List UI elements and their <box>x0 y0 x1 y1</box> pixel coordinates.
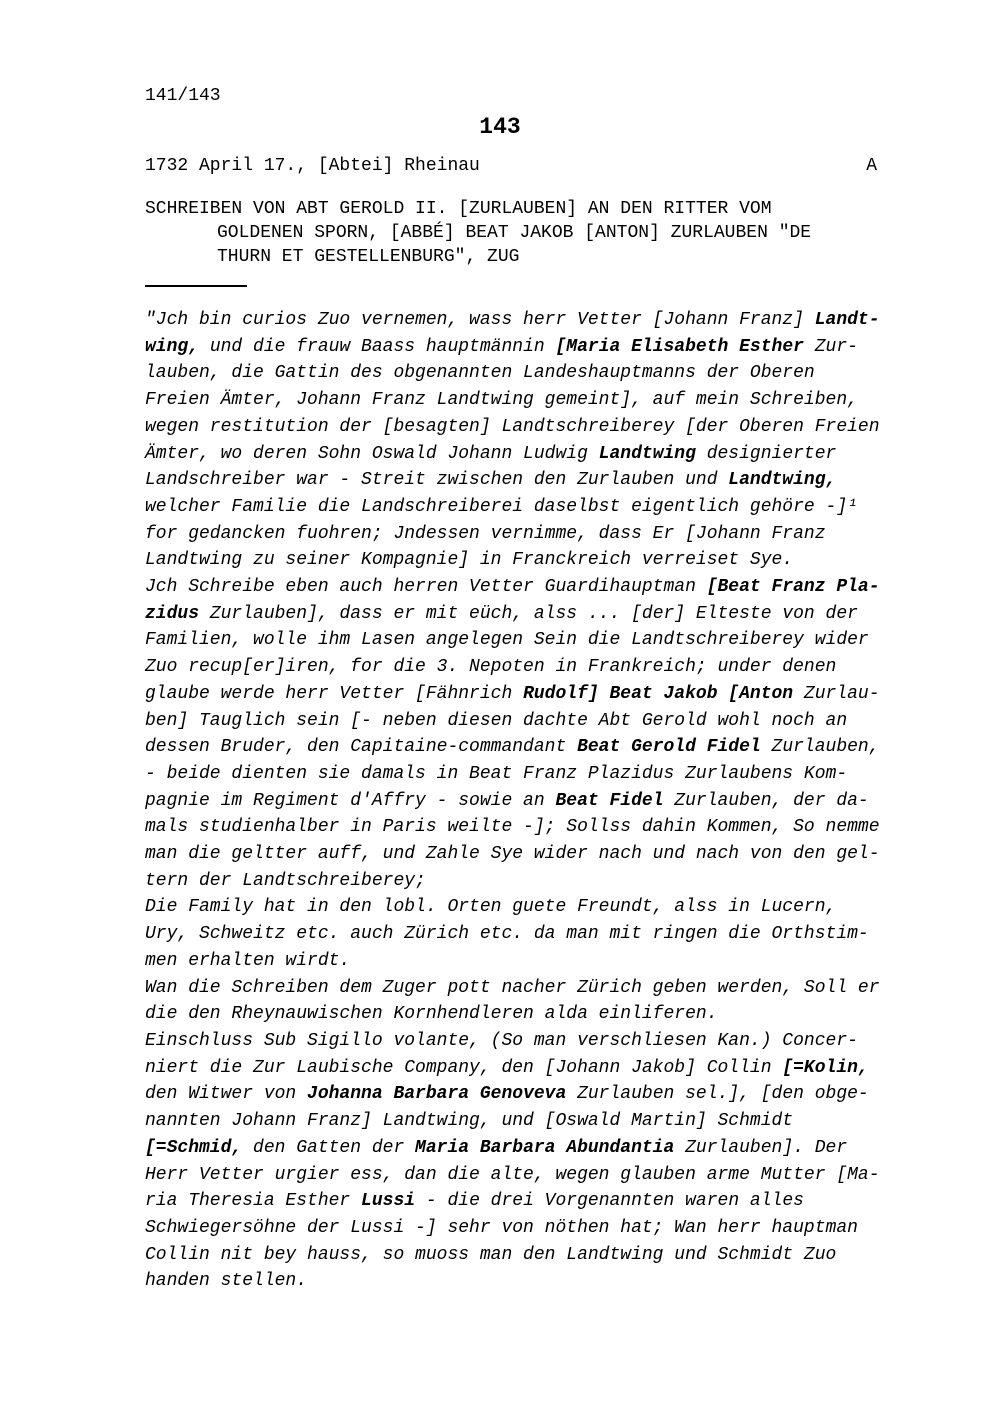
body-line: Ury, Schweitz etc. auch Zürich etc. da man mit ringen die Orthstim- <box>145 924 869 945</box>
body-line: Einschluss Sub Sigillo volante, (So man verschliesen Kan.) Concer- <box>145 1030 858 1051</box>
body-line: pagnie im Regiment d'Affry - sowie an Beat Fidel Zurlauben, der da- <box>145 790 869 811</box>
document-body <box>145 307 935 1295</box>
body-line: Freien Ämter, Johann Franz Landtwing gemeint], auf mein Schreiben, <box>145 390 858 411</box>
body-line: ria Theresia Esther Lussi - die drei Vorgenannten waren alles <box>145 1191 804 1212</box>
heading-line: SCHREIBEN VON ABT GEROLD II. [ZURLAUBEN] AN DEN RITTER VOM <box>145 199 772 219</box>
page-number: 143 <box>479 114 521 140</box>
body-line: zidus Zurlauben], dass er mit eüch, alss ... [der] Elteste von der <box>145 603 858 624</box>
body-line: "Jch bin curios Zuo vernemen, wass herr Vetter [Johann Franz] Landt- <box>145 310 880 330</box>
body-line: mals studienhalber in Paris weilte -]; Sollss dahin Kommen, So nemme <box>145 817 880 838</box>
body-line: Familien, wolle ihm Lasen angelegen Sein die Landtschreiberey wider <box>145 630 869 651</box>
body-line: niert die Zur Laubische Company, den [Johann Jakob] Collin [=Kolin, <box>145 1057 869 1078</box>
body-line: Collin nit bey hauss, so muoss man den Landtwing und Schmidt Zuo <box>145 1244 837 1265</box>
body-line: den Witwer von Johanna Barbara Genoveva Zurlauben sel.], [den obge- <box>145 1084 869 1105</box>
document-heading <box>145 197 811 269</box>
body-line: ben] Tauglich sein [- neben diesen dachte Abt Gerold wohl noch an <box>145 710 848 731</box>
body-line: Zuo recup[er]iren, for die 3. Nepoten in Frankreich; under denen <box>145 657 837 678</box>
body-line: [=Schmid, den Gatten der Maria Barbara Abundantia Zurlauben]. Der <box>145 1137 848 1158</box>
heading-line: GOLDENEN SPORN, [ABBÉ] BEAT JAKOB [ANTON] ZURLAUBEN "DE <box>217 223 812 243</box>
body-line: Ämter, wo deren Sohn Oswald Johann Ludwig Landtwing designierter <box>145 443 837 464</box>
body-line: Die Family hat in den lobl. Orten guete Freundt, alss in Lucern, <box>145 897 837 918</box>
body-line: Jch Schreibe eben auch herren Vetter Guardihauptman [Beat Franz Pla- <box>145 577 880 598</box>
body-line: tern der Landtschreiberey; <box>145 870 426 891</box>
body-line: Schwiegersöhne der Lussi -] sehr von nöthen hat; Wan herr hauptman <box>145 1217 858 1238</box>
body-line: dessen Bruder, den Capitaine-commandant Beat Gerold Fidel Zurlauben, <box>145 737 880 758</box>
body-line: wegen restitution der [besagten] Landtschreiberey [der Oberen Freien <box>145 416 880 437</box>
body-line: glaube werde herr Vetter [Fähnrich Rudolf] Beat Jakob [Anton Zurlau- <box>145 683 880 704</box>
dateline <box>145 156 877 176</box>
body-line: nannten Johann Franz] Landtwing, und [Oswald Martin] Schmidt <box>145 1111 794 1132</box>
body-line: handen stellen. <box>145 1271 308 1292</box>
body-line: wing, und die frauw Baass hauptmännin [Maria Elisabeth Esther Zur- <box>145 336 858 357</box>
body-line: - beide dienten sie damals in Beat Franz Plazidus Zurlaubens Kom- <box>145 763 848 784</box>
body-line: lauben, die Gattin des obgenannten Landeshauptmanns der Oberen <box>145 363 815 384</box>
body-line: man die geltter auff, und Zahle Sye wider nach und nach von den gel- <box>145 844 880 865</box>
body-line: for gedancken fuohren; Jndessen vernimme, dass Er [Johann Franz <box>145 523 826 544</box>
folio-number: 141/143 <box>145 86 221 106</box>
body-line: men erhalten wirdt. <box>145 950 351 971</box>
body-line: die den Rheynauwischen Kornhendleren alda einliferen. <box>145 1004 718 1025</box>
body-line: Wan die Schreiben dem Zuger pott nacher Zürich geben werden, Soll er <box>145 977 880 998</box>
dateline-marker: A <box>866 156 877 176</box>
separator-rule <box>145 285 247 287</box>
heading-line: THURN ET GESTELLENBURG", ZUG <box>217 247 520 267</box>
body-line: Herr Vetter urgier ess, dan die alte, wegen glauben arme Mutter [Ma- <box>145 1164 880 1185</box>
body-line: Landtwing zu seiner Kompagnie] in Franckreich verreiset Sye. <box>145 550 794 571</box>
body-line: welcher Familie die Landschreiberei daselbst eigentlich gehöre -]¹ <box>145 496 858 517</box>
dateline-text: 1732 April 17., [Abtei] Rheinau <box>145 156 480 176</box>
body-line: Landschreiber war - Streit zwischen den Zurlauben und Landtwing, <box>145 470 837 491</box>
